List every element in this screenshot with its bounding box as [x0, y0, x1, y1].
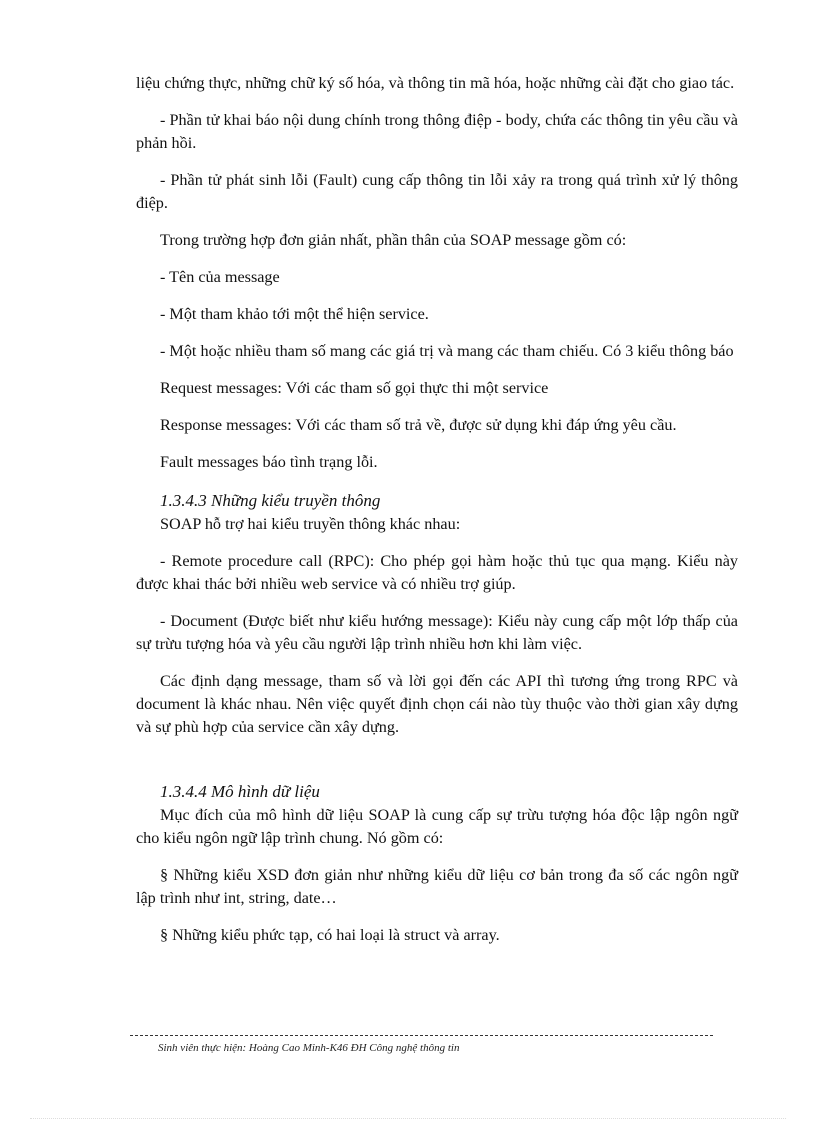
- page-bottom-border: [30, 1118, 786, 1119]
- paragraph-continuation: liệu chứng thực, những chữ ký số hóa, và thông tin mã hóa, hoặc những cài đặt cho giao tác.: [136, 74, 735, 92]
- footer-author: Sinh viên thực hiện: Hoàng Cao Minh-K46 ĐH Công nghệ thông tin: [158, 1042, 460, 1054]
- paragraph-request-messages: Request messages: Với các tham số gọi thực thi một service: [160, 379, 549, 397]
- paragraph-fault-element: - Phần tử phát sinh lỗi (Fault) cung cấp thông tin lỗi xảy ra trong quá trình xử lý thông điệp.: [136, 171, 738, 212]
- list-item-parameters: - Một hoặc nhiều tham số mang các giá trị và mang các tham chiếu. Có 3 kiểu thông báo: [160, 342, 734, 360]
- paragraph-body-element: - Phần tử khai báo nội dung chính trong thông điệp - body, chứa các thông tin yêu cầu và phản hồi.: [136, 111, 738, 152]
- section-heading-data-model: 1.3.4.4 Mô hình dữ liệu: [160, 782, 320, 801]
- list-item-rpc: - Remote procedure call (RPC): Cho phép gọi hàm hoặc thủ tục qua mạng. Kiểu này được khai thác bởi nhiều web service và có nhiều trợ giúp.: [136, 552, 738, 593]
- footer-divider: [130, 1035, 713, 1036]
- paragraph-data-model-purpose: Mục đích của mô hình dữ liệu SOAP là cung cấp sự trừu tượng hóa độc lập ngôn ngữ cho kiểu ngôn ngữ lập trình chung. Nó gồm có:: [136, 806, 738, 847]
- paragraph-response-messages: Response messages: Với các tham số trả về, được sử dụng khi đáp ứng yêu cầu.: [160, 416, 677, 434]
- list-item-xsd-simple-types: § Những kiểu XSD đơn giản như những kiểu dữ liệu cơ bản trong đa số các ngôn ngữ lập trình như int, string, date…: [136, 866, 738, 907]
- list-item-service-reference: - Một tham khảo tới một thể hiện service.: [160, 305, 429, 323]
- page-content: [136, 72, 738, 961]
- paragraph-fault-messages: Fault messages báo tình trạng lỗi.: [160, 453, 378, 471]
- paragraph-soap-body-intro: Trong trường hợp đơn giản nhất, phần thân của SOAP message gồm có:: [160, 231, 627, 249]
- list-item-complex-types: § Những kiểu phức tạp, có hai loại là struct và array.: [160, 926, 500, 944]
- list-item-message-name: - Tên của message: [160, 268, 280, 286]
- paragraph-formats-differ: Các định dạng message, tham số và lời gọi đến các API thì tương ứng trong RPC và document là khác nhau. Nên việc quyết định chọn cái nào tùy thuộc vào thời gian xây dựng và sự phù hợp của service cần xây dựng.: [136, 672, 738, 736]
- section-heading-communication-styles: 1.3.4.3 Những kiểu truyền thông: [160, 491, 381, 510]
- paragraph-communication-intro: SOAP hỗ trợ hai kiểu truyền thông khác nhau:: [160, 515, 461, 533]
- list-item-document: - Document (Được biết như kiểu hướng message): Kiểu này cung cấp một lớp thấp của sự trừu tượng hóa và yêu cầu người lập trình nhiều hơn khi làm việc.: [136, 612, 738, 653]
